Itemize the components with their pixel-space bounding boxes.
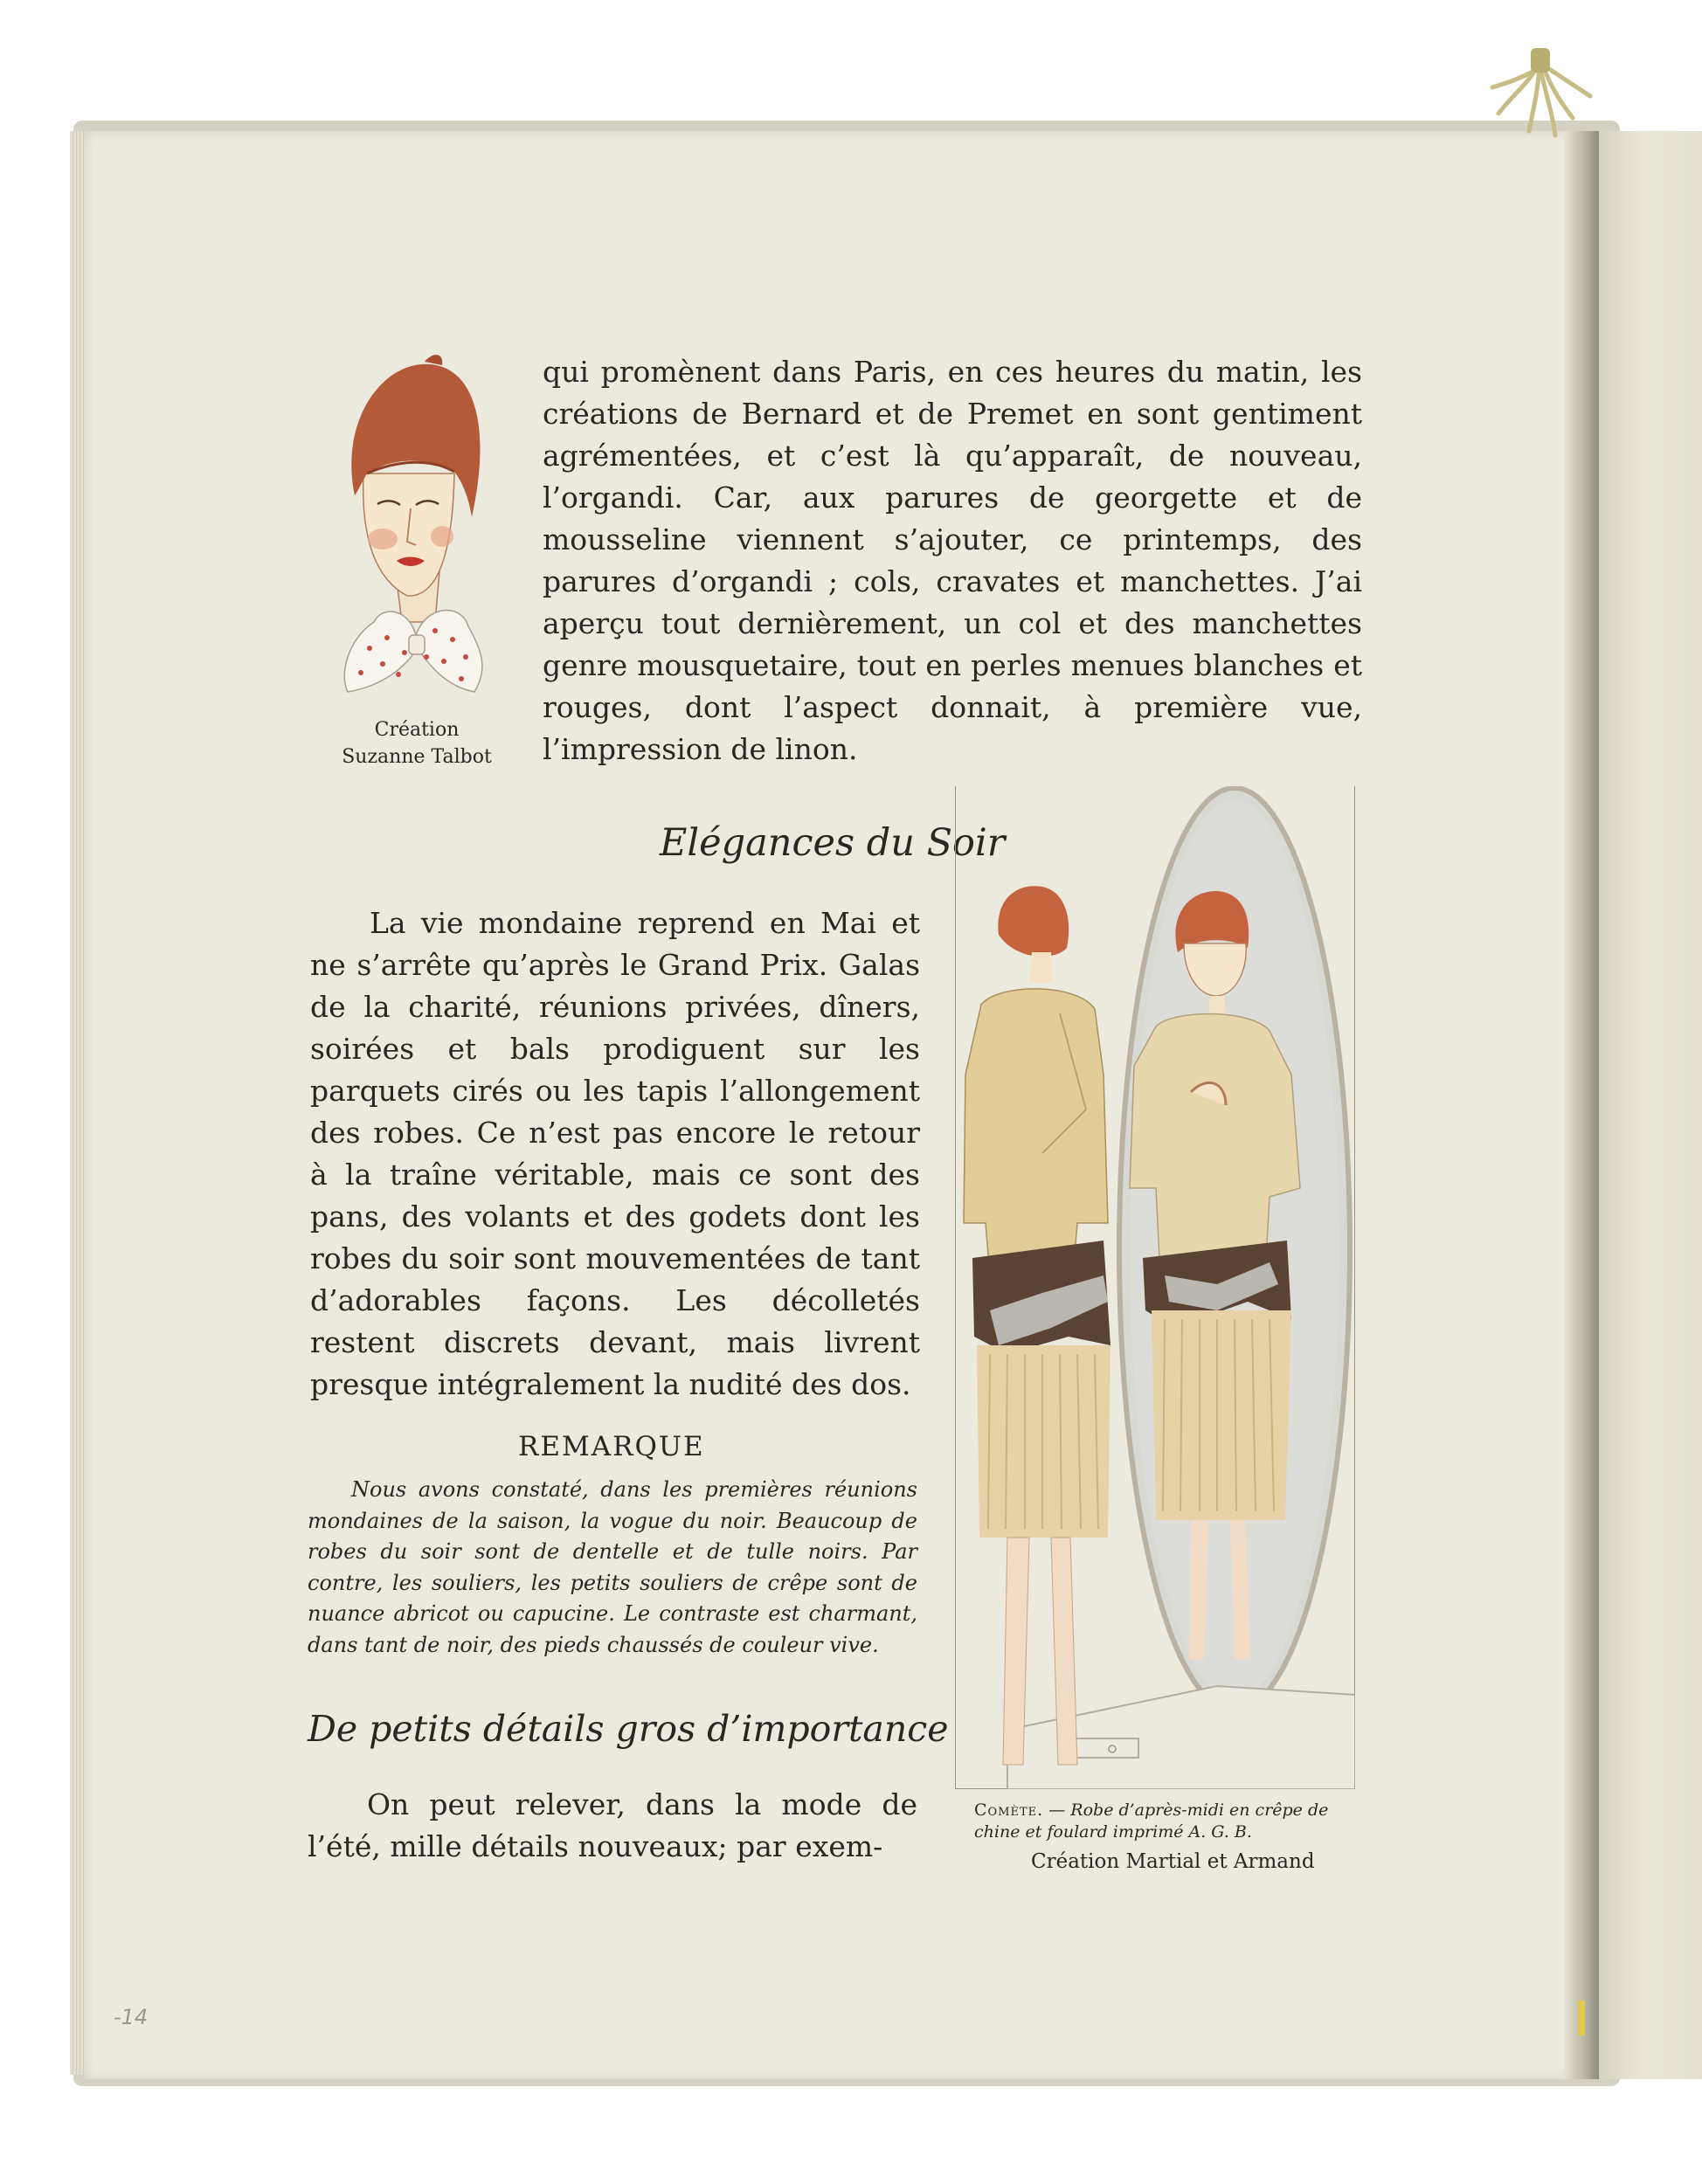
section1-paragraph — [310, 902, 920, 1406]
next-page-edge — [1599, 131, 1702, 2079]
book-gutter — [1564, 131, 1599, 2079]
ribbon-tassel — [1485, 48, 1599, 144]
talbot-hat-illustration — [322, 342, 507, 709]
section-heading-elegances: Elégances du Soir — [660, 821, 1006, 865]
talbot-caption — [325, 716, 509, 771]
comete-text: — Robe d’après-midi en crêpe de chine et foulard imprimé A. G. B. — [974, 1800, 1329, 1842]
remarque-title: REMARQUE — [518, 1431, 705, 1462]
section2-paragraph-text: On peut relever, dans la mode de l’été, mille détails nouveaux; par exem- — [308, 1787, 917, 1863]
remarque-body — [308, 1475, 917, 1661]
talbot-caption-line1: Création — [374, 719, 460, 741]
section-heading-details: De petits détails gros d’importance — [308, 1708, 949, 1750]
intro-paragraph-text: qui promènent dans Paris, en ces heures du matin, les créations de Bernard et de Premet en sont gentiment agrémentées, et c’est là qu’apparaît, de nouveau, l’organdi. Car, aux parures de georgette et de mousseline viennent s’ajouter, ce printemps, des parures d’organdi ; cols, cravates et manchettes. J’ai aperçu tout dernièrement, un col et des manchettes genre mousquetaire, tout en perles menues blanches et rouges, dont l’aspect donnait, à première vue, l’impression de linon. — [543, 355, 1362, 766]
section2-paragraph — [308, 1784, 917, 1868]
comete-label: Comète. — [974, 1800, 1044, 1820]
fashion-illustration — [955, 786, 1355, 1789]
section1-paragraph-text: La vie mondaine reprend en Mai et ne s’arrête qu’après le Grand Prix. Galas de la charité, réunions privées, dîners, soirées et bals prodiguent sur les parquets cirés ou les tapis l’allongement des robes. Ce n’est pas encore le retour à la traîne véritable, mais ce sont des pans, des volants et des godets dont les robes du soir sont mouvementées de tant d’adorables façons. Les décolletés restent discrets devant, mais livrent presque intégralement la nudité des dos. — [310, 906, 920, 1401]
yellow-page-tab — [1578, 2001, 1585, 2035]
front-figure — [964, 886, 1110, 1765]
remarque-body-text: Nous avons constaté, dans les premières réunions mondaines de la saison, la vogue du noir. Beaucoup de robes du soir sont de dentelle et de tulle noirs. Par contre, les souliers, les petits souliers de crêpe sont de nuance abricot ou capucine. Le contraste est charmant, dans tant de noir, des pieds chaussés de couleur vive. — [308, 1477, 917, 1657]
page-folio: -14 — [114, 2005, 149, 2029]
intro-paragraph — [543, 351, 1362, 771]
tassel-knot — [1531, 48, 1550, 73]
talbot-caption-line2: Suzanne Talbot — [342, 746, 492, 768]
comete-caption — [974, 1800, 1363, 1843]
martial-credit: Création Martial et Armand — [1031, 1850, 1315, 1873]
